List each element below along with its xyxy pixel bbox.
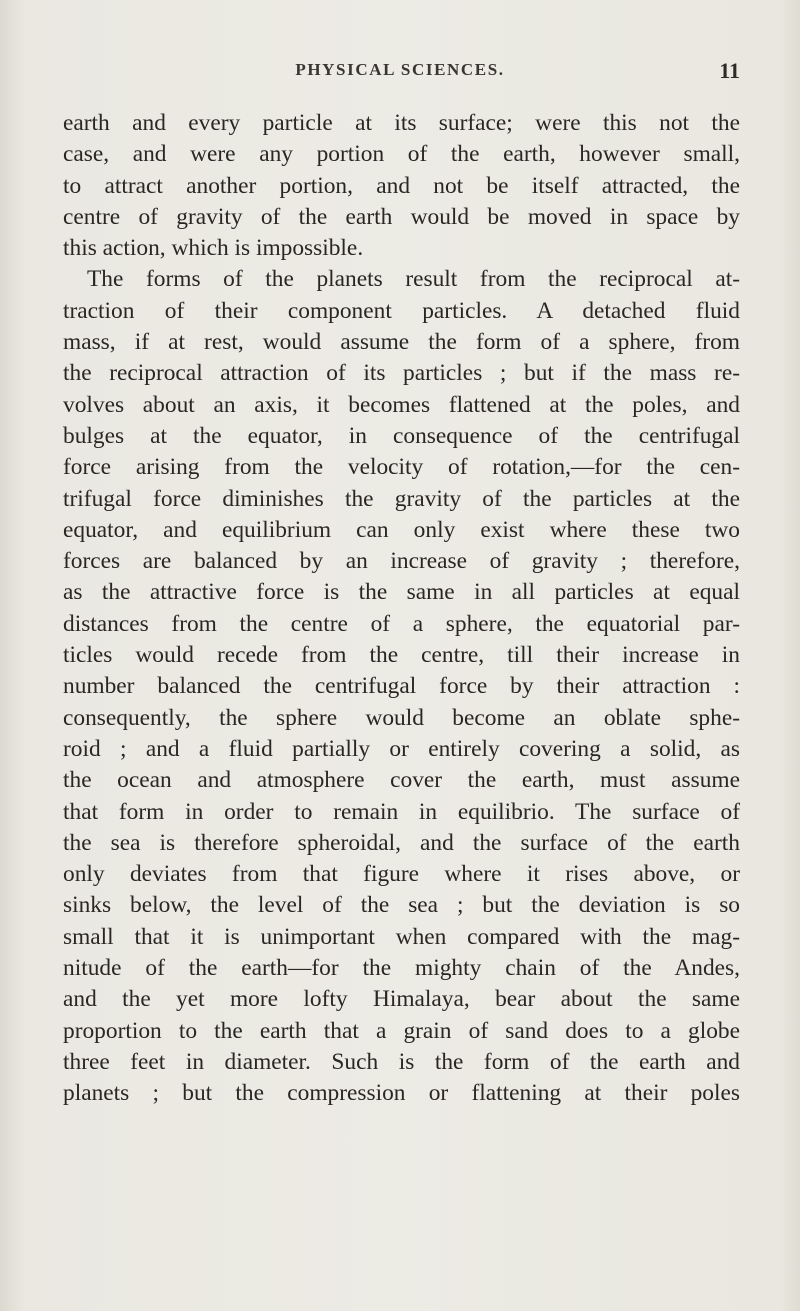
text-line: the ocean and atmosphere cover the earth, must assume [63, 767, 740, 794]
text-line: sinks below, the level of the sea ; but the deviation is so [63, 892, 740, 919]
text-line: only deviates from that figure where it rises above, or [63, 861, 740, 888]
text-line: planets ; but the compression or flattening at their poles [63, 1080, 740, 1107]
text-line: proportion to the earth that a grain of sand does to a globe [63, 1017, 740, 1044]
text-line: ticles would recede from the centre, till their increase in [63, 642, 740, 669]
text-line: force arising from the velocity of rotation,—for the cen- [63, 454, 740, 481]
page-number: 11 [719, 58, 740, 83]
text-line: mass, if at rest, would assume the form of a sphere, from [63, 329, 740, 356]
text-line: and the yet more lofty Himalaya, bear about the same [63, 986, 740, 1013]
text-line: consequently, the sphere would become an oblate sphe- [63, 704, 740, 731]
text-line: number balanced the centrifugal force by their attraction : [63, 673, 740, 700]
text-line: to attract another portion, and not be itself attracted, the [63, 172, 740, 199]
text-line: roid ; and a fluid partially or entirely covering a solid, as [63, 735, 740, 762]
text-line: traction of their component particles. A detached fluid [63, 297, 740, 324]
text-line: distances from the centre of a sphere, the equatorial par- [63, 610, 740, 637]
text-line: small that it is unimportant when compared with the mag- [63, 923, 740, 950]
text-line: trifugal force diminishes the gravity of the particles at the [63, 485, 740, 512]
text-line: forces are balanced by an increase of gravity ; therefore, [63, 548, 740, 575]
page-header [60, 58, 740, 92]
text-line: as the attractive force is the same in all particles at equal [63, 579, 740, 606]
text-line: equator, and equilibrium can only exist where these two [63, 516, 740, 543]
text-line: that form in order to remain in equilibrio. The surface of [63, 798, 740, 825]
running-head: PHYSICAL SCIENCES. [295, 60, 505, 79]
text-line: earth and every particle at its surface; were this not the [63, 110, 740, 136]
text-line: case, and were any portion of the earth, however small, [63, 141, 740, 168]
text-line: three feet in diameter. Such is the form of the earth and [63, 1048, 740, 1075]
text-line: centre of gravity of the earth would be moved in space by [63, 203, 740, 230]
text-line: volves about an axis, it becomes flattened at the poles, and [63, 391, 740, 418]
text-line: the reciprocal attraction of its particles ; but if the mass re- [63, 360, 740, 387]
paragraph-start-line: The forms of the planets result from the reciprocal at- [87, 266, 740, 293]
text-line: bulges at the equator, in consequence of the centrifugal [63, 422, 740, 449]
text-line: this action, which is impossible. [63, 235, 364, 262]
text-line: the sea is therefore spheroidal, and the surface of the earth [63, 829, 740, 856]
body-text [63, 108, 740, 1110]
text-line: nitude of the earth—for the mighty chain of the Andes, [63, 955, 740, 982]
